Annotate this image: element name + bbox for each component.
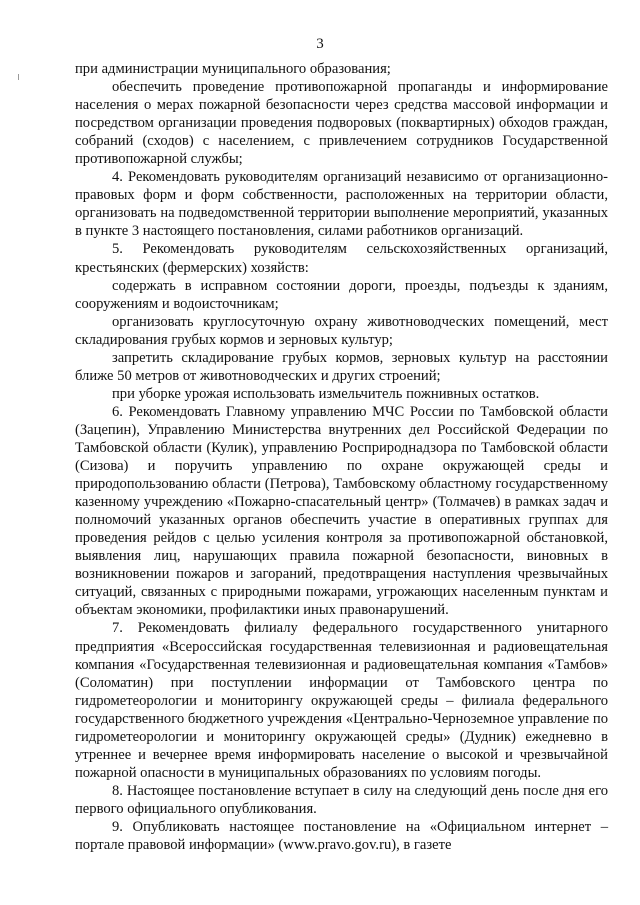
paragraph-item-5: 5. Рекомендовать руководителям сельскохозяйственных организаций, крестьянских (фермерских) хозяйств: [75, 241, 608, 276]
paragraph-item-5-roads: содержать в исправном состоянии дороги, проезды, подъезды к зданиям, сооружениям и водоисточникам; [75, 277, 608, 312]
margin-mark [18, 74, 19, 80]
paragraph-item-6: 6. Рекомендовать Главному управлению МЧС России по Тамбовской области (Зацепин), Управлению Министерства внутренних дел Российской Федерации по Тамбовской области (Кулик), управлению Росприроднадзора по Тамбовской области (Сизова) и поручить управлению по охране окружающей среды и природопользованию области (Петрова), Тамбовскому областному государственному казенному учреждению «Пожарно-спасательный центр» (Толмачев) в рамках задач и полномочий указанных органов обеспечить участие в оперативных группах для проведения рейдов с целью усиления контроля за противопожарной обстановкой, выявления лиц, нарушающих правила пожарной безопасности, виновных в возникновении пожаров и загораний, предотвращения наступления чрезвычайных ситуаций, связанных с природными пожарами, угрожающих населенным пунктам и объектам экономики, профилактики иных правонарушений. [75, 403, 608, 619]
paragraph-item-5-guard: организовать круглосуточную охрану животноводческих помещений, мест складирования грубых кормов и зерновых культур; [75, 313, 608, 348]
paragraph-item-4: 4. Рекомендовать руководителям организаций независимо от организационно-правовых форм и форм собственности, расположенных на территории области, организовать на подведомственной территории выполнение мероприятий, указанных в пункте 3 настоящего постановления, силами работников организаций. [75, 169, 608, 240]
paragraph-continuation: при администрации муниципального образования; [75, 61, 391, 77]
paragraph-item-5-storage: запретить складирование грубых кормов, зерновых культур на расстоянии ближе 50 метров от животноводческих и других строений; [75, 349, 608, 384]
page-number: 3 [316, 36, 324, 52]
paragraph-item-9: 9. Опубликовать настоящее постановление на «Официальном интернет – портале правовой информации» (www.pravo.gov.ru), в газете [75, 818, 608, 854]
paragraph-item-7: 7. Рекомендовать филиалу федерального государственного унитарного предприятия «Всероссийская государственная телевизионная и радиовещательная компания «Государственная телевизионная и радиовещательная компания «Тамбов» (Соломатин) при поступлении информации от Тамбовского центра по гидрометеорологии и мониторингу окружающей среды – филиала федерального государственного бюджетного учреждения «Центрально-Черноземное управление по гидрометеорологии и мониторингу окружающей среды» (Дудник) ежедневно в утреннее и вечернее время информировать население о высокой и чрезвычайной пожарной опасности в муниципальных образованиях по условиям погоды. [75, 620, 608, 781]
paragraph-item-8: 8. Настоящее постановление вступает в силу на следующий день после дня его первого официального опубликования. [75, 782, 608, 817]
paragraph-item-5-harvest: при уборке урожая использовать измельчитель пожнивных остатков. [112, 385, 540, 402]
paragraph-propaganda: обеспечить проведение противопожарной пропаганды и информирование населения о мерах пожарной безопасности через средства массовой информации и посредством организации проведения подворовых (поквартирных) обходов граждан, собраний (сходов) с населением, с привлечением сотрудников Государственной противопожарной службы; [75, 79, 608, 168]
document-body [75, 60, 608, 854]
